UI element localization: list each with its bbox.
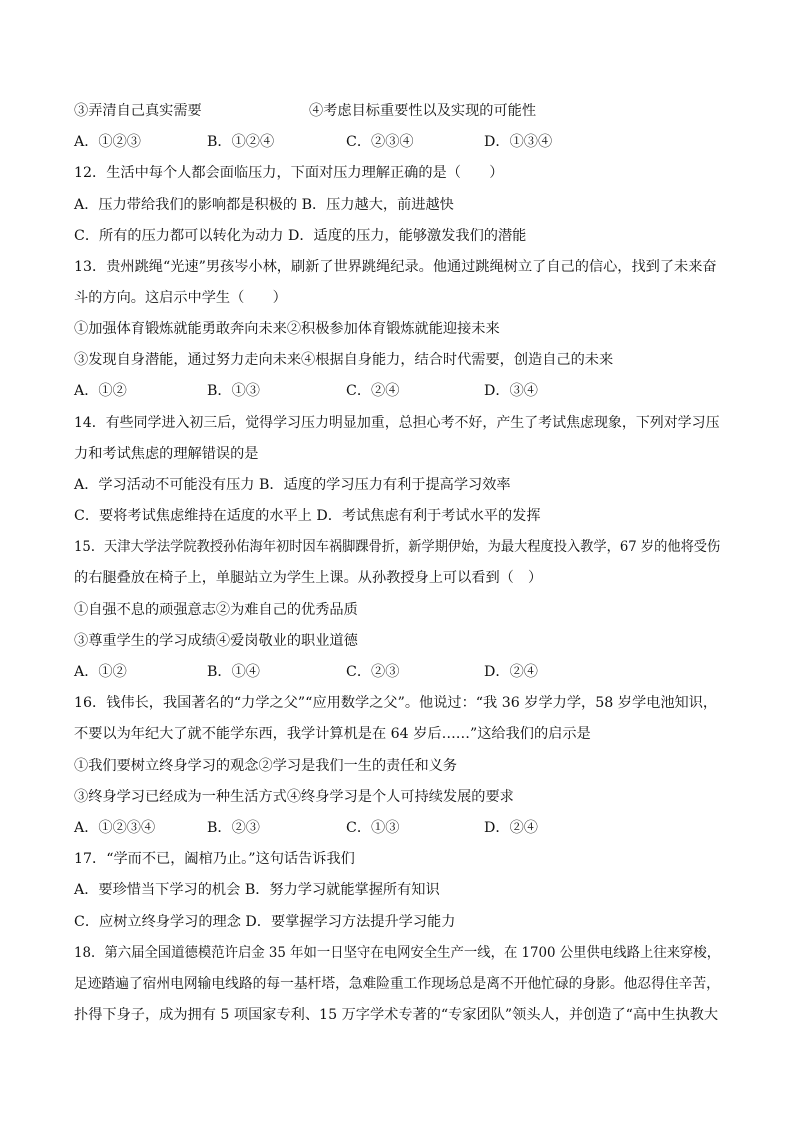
q16-statements-1-2: ①我们要树立终身学习的观念②学习是我们一生的责任和义务 (74, 758, 458, 774)
q16-stem-line-2: 不要以为年纪大了就不能学东西，我学计算机是在 64 岁后……”这给我们的启示是 (74, 726, 591, 742)
q12-options-ab: A．压力带给我们的影响都是积极的 B．压力越大，前进越快 (74, 197, 454, 213)
choice-c: C．②④ (346, 383, 400, 399)
q17-stem: 17．“学而不已，阖棺乃止。”这句话告诉我们 (74, 851, 355, 867)
q15-statements-3-4: ③尊重学生的学习成绩④爱岗敬业的职业道德 (74, 633, 358, 649)
q18-stem-line-3: 扑得下身子，成为拥有 5 项国家专利、15 万字学术专著的“专家团队”领头人，并创造了“高中生执教大 (74, 1007, 719, 1023)
q15-stem-line-2: 的右腿叠放在椅子上，单腿站立为学生上课。从孙教授身上可以看到（ ） (74, 570, 543, 586)
q16-stem-line-1: 16．钱伟长，我国著名的“力学之父”“应用数学之父”。他说过：“我 36 岁学力学，58 岁学电池知识， (74, 695, 718, 711)
choice-b: B．①②④ (207, 134, 275, 150)
q18-stem-line-1: 18．第六届全国道德模范许启金 35 年如一日坚守在电网安全生产一线，在 1700 公里供电线路上往来穿梭， (74, 945, 721, 961)
choice-b: B．①④ (207, 664, 260, 680)
choice-c: C．②③ (346, 664, 400, 680)
q13-statements-1-2: ①加强体育锻炼就能勇敢奔向未来②积极参加体育锻炼就能迎接未来 (74, 321, 500, 337)
q14-options-cd: C．要将考试焦虑维持在适度的水平上 D．考试焦虑有利于考试水平的发挥 (74, 508, 541, 524)
choice-a: A．①②③④ (74, 820, 156, 836)
choice-d: D．②④ (484, 664, 538, 680)
choice-d: D．②④ (484, 820, 538, 836)
q13-stem-line-1: 13．贵州跳绳“光速”男孩岑小林，刷新了世界跳绳纪录。他通过跳绳树立了自己的信心，找到了未来奋 (74, 259, 717, 275)
choice-a: A．①② (74, 664, 127, 680)
choice-d: D．①③④ (484, 134, 553, 150)
q18-stem-line-2: 足迹踏遍了宿州电网输电线路的每一基杆塔，急难险重工作现场总是离不开他忙碌的身影。他忍得住辛苦， (74, 976, 720, 992)
q12-stem: 12．生活中每个人都会面临压力，下面对压力理解正确的是（ ） (74, 165, 504, 181)
q13-stem-line-2: 斗的方向。这启示中学生（ ） (74, 290, 287, 306)
q11-option-4: ④考虑目标重要性以及实现的可能性 (309, 103, 537, 119)
q15-stem-line-1: 15．天津大学法学院教授孙佑海年初时因车祸脚踝骨折，新学期伊始，为最大程度投入教学，67 岁的他将受伤 (74, 539, 721, 555)
q13-statements-3-4: ③发现自身潜能，通过努力走向未来④根据自身能力，结合时代需要，创造自己的未来 (74, 352, 614, 368)
choice-d: D．③④ (484, 383, 538, 399)
choice-a: A．①②③ (74, 134, 141, 150)
choice-b: B．①③ (207, 383, 260, 399)
q17-options-ab: A．要珍惜当下学习的机会 B．努力学习就能掌握所有知识 (74, 882, 440, 898)
choice-c: C．①③ (346, 820, 400, 836)
q15-statements-1-2: ①自强不息的顽强意志②为难自己的优秀品质 (74, 602, 358, 618)
choice-a: A．①② (74, 383, 127, 399)
q17-options-cd: C．应树立终身学习的理念 D．要掌握学习方法提升学习能力 (74, 914, 456, 930)
q14-stem-line-1: 14．有些同学进入初三后，觉得学习压力明显加重，总担心考不好，产生了考试焦虑现象，下列对学习压 (74, 415, 720, 431)
choice-b: B．②③ (207, 820, 260, 836)
q14-stem-line-2: 力和考试焦虑的理解错误的是 (74, 446, 259, 462)
choice-c: C．②③④ (346, 134, 414, 150)
q11-option-3: ③弄清自己真实需要 (74, 103, 202, 119)
q14-options-ab: A．学习活动不可能没有压力 B．适度的学习压力有利于提高学习效率 (74, 477, 511, 493)
q16-statements-3-4: ③终身学习已经成为一种生活方式④终身学习是个人可持续发展的要求 (74, 789, 514, 805)
q12-options-cd: C．所有的压力都可以转化为动力 D．适度的压力，能够激发我们的潜能 (74, 228, 527, 244)
